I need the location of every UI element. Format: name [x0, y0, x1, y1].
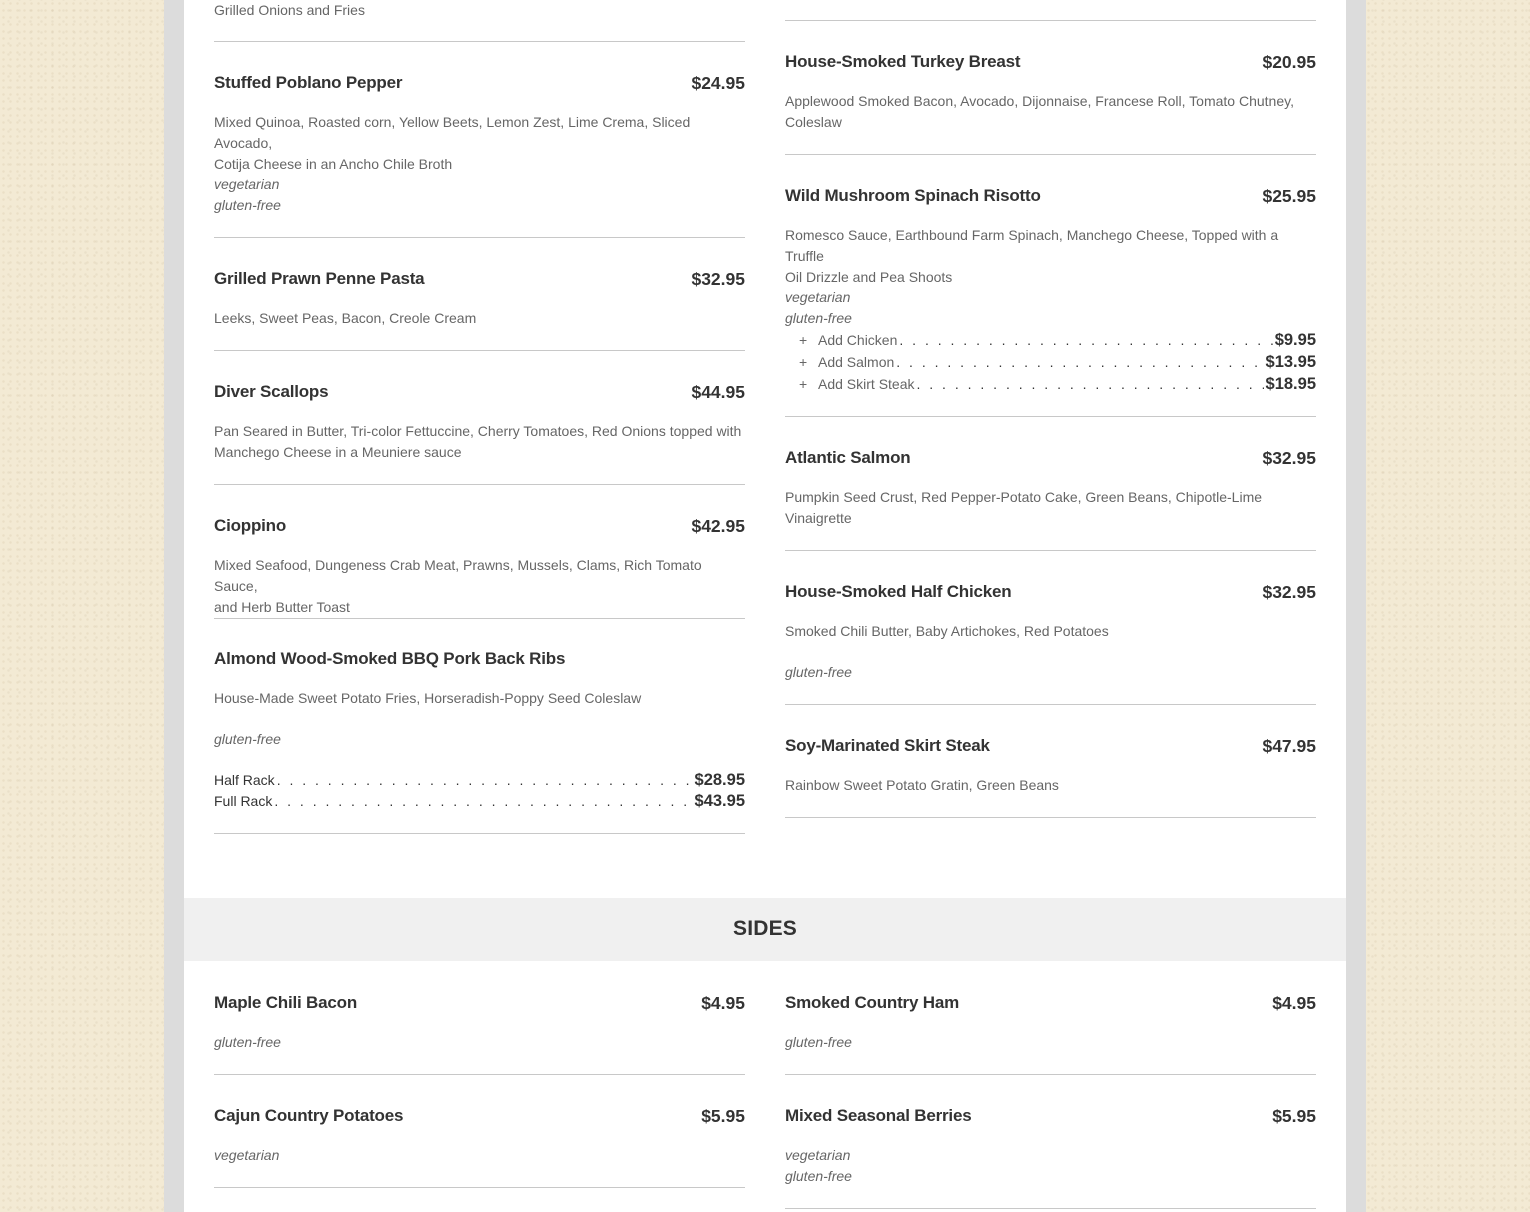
- item-description: [214, 112, 745, 175]
- item-name: Wild Mushroom Spinach Risotto: [785, 186, 1041, 205]
- option-label: Full Rack: [214, 793, 273, 809]
- item-name: Diver Scallops: [214, 382, 329, 401]
- description-line: Oil Drizzle and Pea Shoots: [785, 269, 953, 285]
- right-column: [785, 0, 1316, 898]
- description-line: Romesco Sauce, Earthbound Farm Spinach, Manchego Cheese, Topped with a Truffle: [785, 227, 1279, 264]
- item-name: Almond Wood-Smoked BBQ Pork Back Ribs: [214, 649, 566, 668]
- item-description: [785, 91, 1316, 133]
- option-half-rack: [214, 770, 745, 791]
- dietary-tags: [785, 1145, 1316, 1187]
- menu-item-stuffed-poblano-pepper: [214, 72, 745, 94]
- divider: [785, 704, 1316, 705]
- dot-leader: [277, 770, 693, 791]
- description-line: Mixed Seafood, Dungeness Crab Meat, Prawns, Mussels, Clams, Rich Tomato Sauce,: [214, 557, 702, 594]
- menu-item-grilled-prawn-penne-pasta: [214, 268, 745, 290]
- addon-label: Add Salmon: [818, 354, 895, 370]
- menu-item-smoked-country-ham: [785, 992, 1316, 1014]
- divider: [785, 550, 1316, 551]
- item-description: Rainbow Sweet Potato Gratin, Green Beans: [785, 777, 1059, 793]
- dot-leader: [274, 791, 692, 812]
- item-description: Smoked Chili Butter, Baby Artichokes, Red Potatoes: [785, 623, 1109, 639]
- dietary-tags: [214, 174, 745, 216]
- menu-item-diver-scallops: [214, 381, 745, 403]
- divider: [214, 237, 745, 238]
- item-price: $20.95: [1262, 52, 1316, 72]
- addon-price: $18.95: [1265, 375, 1316, 393]
- tag-vegetarian: vegetarian: [785, 1147, 851, 1163]
- tag-vegetarian: vegetarian: [214, 176, 280, 192]
- item-price: $5.95: [1272, 1106, 1316, 1126]
- item-description: [785, 225, 1316, 288]
- addon-chicken: [785, 329, 1316, 351]
- tag-gluten-free: gluten-free: [214, 731, 281, 747]
- price-options: [214, 770, 745, 812]
- description-line: Mixed Quinoa, Roasted corn, Yellow Beets, Lemon Zest, Lime Crema, Sliced Avocado,: [214, 114, 691, 151]
- item-description: [785, 487, 1316, 529]
- item-description: [214, 555, 745, 618]
- divider: [785, 416, 1316, 417]
- plus-icon: +: [799, 376, 808, 392]
- item-price: $32.95: [1262, 448, 1316, 468]
- addon-price: $9.95: [1274, 331, 1316, 349]
- addon-label: Add Chicken: [818, 332, 898, 348]
- sides-left-column: [214, 961, 745, 1212]
- item-name: Cajun Country Potatoes: [214, 1106, 404, 1125]
- divider: [214, 1187, 745, 1188]
- section-header-sides: [184, 898, 1346, 961]
- item-price: $25.95: [1262, 186, 1316, 206]
- description-line: Pumpkin Seed Crust, Red Pepper-Potato Cake, Green Beans, Chipotle-Lime: [785, 489, 1263, 505]
- tag-vegetarian: vegetarian: [785, 289, 851, 305]
- description-line: Vinaigrette: [785, 510, 852, 526]
- description-line: Coleslaw: [785, 114, 842, 130]
- divider: [214, 484, 745, 485]
- divider: [214, 350, 745, 351]
- divider: [785, 817, 1316, 818]
- option-price: $43.95: [694, 792, 745, 810]
- divider: [214, 41, 745, 42]
- divider: [214, 833, 745, 834]
- item-price: $4.95: [1272, 993, 1316, 1013]
- divider: [785, 1074, 1316, 1075]
- section-title: SIDES: [732, 917, 798, 940]
- tag-vegetarian: vegetarian: [214, 1147, 280, 1163]
- item-price: $32.95: [1262, 582, 1316, 602]
- divider: [785, 154, 1316, 155]
- item-price: $4.95: [701, 993, 745, 1013]
- option-label: Half Rack: [214, 772, 275, 788]
- menu-item-mixed-seasonal-berries: [785, 1105, 1316, 1127]
- tag-gluten-free: gluten-free: [785, 310, 852, 326]
- item-name: House-Smoked Turkey Breast: [785, 52, 1021, 71]
- item-price: $47.95: [1262, 736, 1316, 756]
- item-name: House-Smoked Half Chicken: [785, 582, 1012, 601]
- item-name: Mixed Seasonal Berries: [785, 1106, 972, 1125]
- tag-gluten-free: gluten-free: [785, 1168, 852, 1184]
- menu-item-soy-marinated-skirt-steak: [785, 735, 1316, 757]
- item-description: Leeks, Sweet Peas, Bacon, Creole Cream: [214, 310, 477, 326]
- item-price: $5.95: [701, 1106, 745, 1126]
- addon-price: $13.95: [1265, 353, 1316, 371]
- item-description: Grilled Onions and Fries: [214, 2, 365, 18]
- item-name: Cioppino: [214, 516, 287, 535]
- add-on-options: [785, 329, 1316, 395]
- option-price: $28.95: [694, 771, 745, 789]
- dot-leader: [917, 373, 1264, 395]
- item-price: $42.95: [691, 516, 745, 536]
- divider: [785, 20, 1316, 21]
- item-name: Maple Chili Bacon: [214, 993, 358, 1012]
- dot-leader: [899, 329, 1272, 351]
- menu-item-bbq-pork-back-ribs: [214, 648, 745, 670]
- divider: [214, 618, 745, 619]
- left-column: [214, 0, 745, 898]
- option-full-rack: [214, 791, 745, 812]
- menu-item-house-smoked-half-chicken: [785, 581, 1316, 603]
- menu-item-cajun-country-potatoes: [214, 1105, 745, 1127]
- menu-item-maple-chili-bacon: [214, 992, 745, 1014]
- description-line: Manchego Cheese in a Meuniere sauce: [214, 444, 462, 460]
- sides-right-column: [785, 961, 1316, 1212]
- item-name: Smoked Country Ham: [785, 993, 959, 1012]
- description-line: Applewood Smoked Bacon, Avocado, Dijonnaise, Francese Roll, Tomato Chutney,: [785, 93, 1294, 109]
- menu-item-atlantic-salmon: [785, 447, 1316, 469]
- plus-icon: +: [799, 354, 808, 370]
- item-description: [214, 421, 745, 463]
- divider: [785, 1208, 1316, 1209]
- addon-skirt-steak: [785, 373, 1316, 395]
- item-price: $32.95: [691, 269, 745, 289]
- item-name: Soy-Marinated Skirt Steak: [785, 736, 990, 755]
- plus-icon: +: [799, 332, 808, 348]
- dietary-tags: [785, 287, 1316, 329]
- item-price: $24.95: [691, 73, 745, 93]
- tag-gluten-free: gluten-free: [214, 197, 281, 213]
- tag-gluten-free: gluten-free: [785, 664, 852, 680]
- item-description: House-Made Sweet Potato Fries, Horseradish-Poppy Seed Coleslaw: [214, 690, 642, 706]
- addon-label: Add Skirt Steak: [818, 376, 915, 392]
- addon-salmon: [785, 351, 1316, 373]
- tag-gluten-free: gluten-free: [785, 1034, 852, 1050]
- description-line: and Herb Butter Toast: [214, 599, 350, 615]
- description-line: Pan Seared in Butter, Tri-color Fettuccine, Cherry Tomatoes, Red Onions topped with: [214, 423, 742, 439]
- description-line: Cotija Cheese in an Ancho Chile Broth: [214, 156, 453, 172]
- menu-item-house-smoked-turkey-breast: [785, 51, 1316, 73]
- item-price: $44.95: [691, 382, 745, 402]
- item-name: Grilled Prawn Penne Pasta: [214, 269, 425, 288]
- menu-item-cioppino: [214, 515, 745, 537]
- item-name: Stuffed Poblano Pepper: [214, 73, 403, 92]
- tag-gluten-free: gluten-free: [214, 1034, 281, 1050]
- item-name: Atlantic Salmon: [785, 448, 911, 467]
- divider: [214, 1074, 745, 1075]
- menu-item-wild-mushroom-spinach-risotto: [785, 185, 1316, 207]
- dot-leader: [896, 351, 1263, 373]
